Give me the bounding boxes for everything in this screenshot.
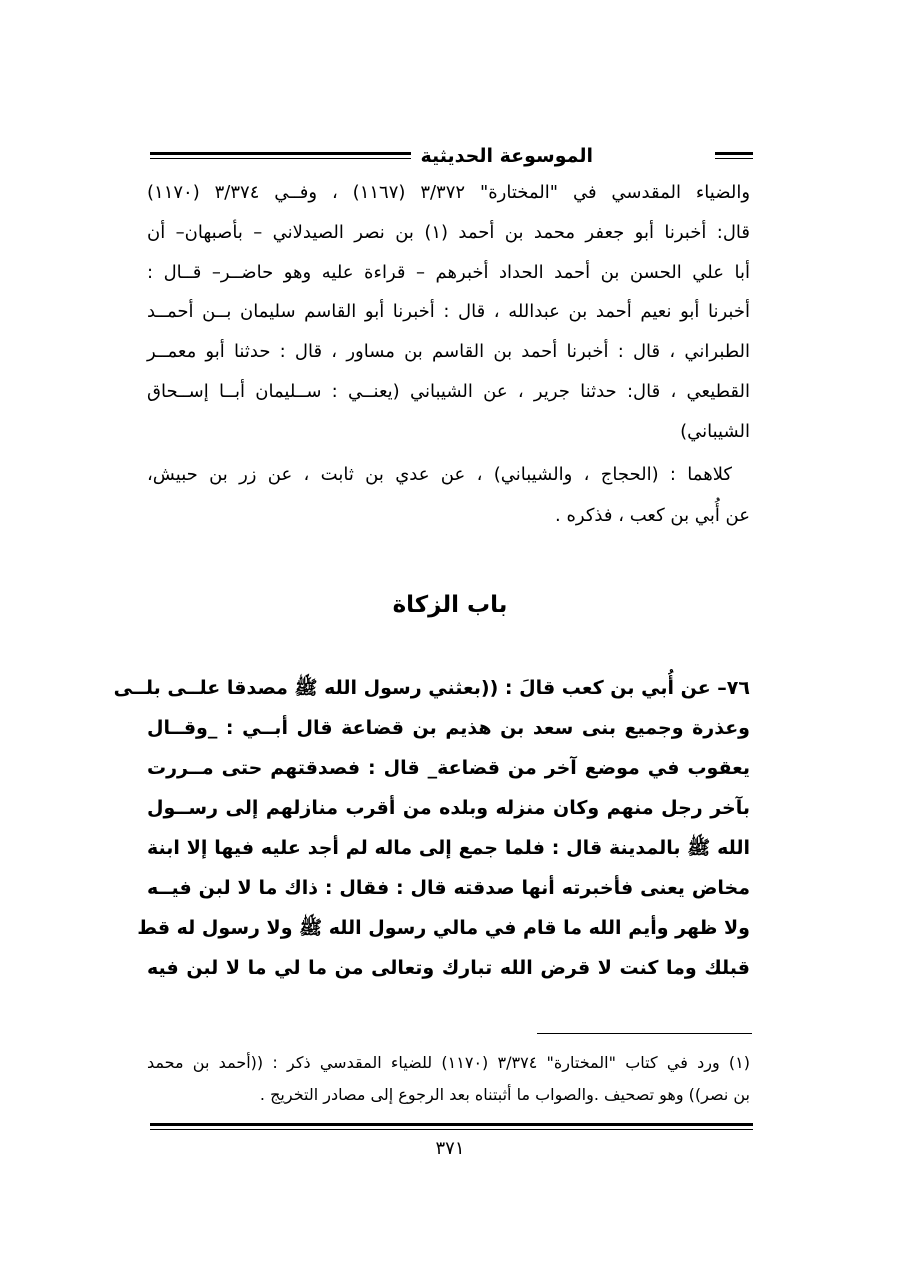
- text-line: أبا علي الحسن بن أحمد الحداد أخبرهم – قراءة عليه وهو حاضــر– قــال :: [147, 262, 750, 283]
- footnote-line: بن نصر)) وهو تصحيف .والصواب ما أثبتناه بعد الرجوع إلى مصادر التخريج .: [259, 1085, 750, 1104]
- text-line: والضياء المقدسي في "المختارة" ٣/٣٧٢ (١١٦٧) ، وفــي ٣/٣٧٤ (١١٧٠): [147, 182, 751, 203]
- text-line: الطبراني ، قال : أخبرنا أحمد بن القاسم بن مساور ، قال : حدثنا أبو معمــر: [147, 341, 750, 362]
- running-header: [150, 143, 753, 173]
- header-rule-right: [715, 152, 753, 159]
- footnote-rule: [537, 1033, 752, 1034]
- header-title: الموسوعة الحديثية: [411, 143, 604, 169]
- text-line: ٧٦– عن أُبي بن كعب قالَ : ((بعثني رسول الله ﷺ مصدقا علــى بلــى: [113, 677, 750, 699]
- text-line: ولا ظهر وأيم الله ما قام في مالي رسول الله ﷺ ولا رسول له قط: [137, 917, 750, 939]
- text-line: الله ﷺ بالمدينة قال : فلما جمع إلى ماله لم أجد عليه فيها إلا ابنة: [147, 837, 750, 859]
- footnote-line: (١) ورد في كتاب "المختارة" ٣/٣٧٤ (١١٧٠) للضياء المقدسي ذكر : ((أحمد بن محمد: [147, 1053, 751, 1072]
- text-line: قال: أخبرنا أبو جعفر محمد بن أحمد (١) بن نصر الصيدلاني – بأصبهان– أن: [147, 222, 750, 243]
- text-line: قبلك وما كنت لا قرض الله تبارك وتعالى من ما لي ما لا لبن فيه: [147, 957, 750, 979]
- text-line: كلاهما : (الحجاج ، والشيباني) ، عن عدي بن ثابت ، عن زر بن حبيش،: [147, 464, 732, 485]
- text-line: وعذرة وجميع بنى سعد بن هذيم بن قضاعة قال أبــي : _وقــال: [147, 717, 750, 739]
- text-line: القطيعي ، قال: حدثنا جرير ، عن الشيباني (يعنــي : ســليمان أبــا إســحاق: [147, 381, 750, 402]
- text-line: الشيباني): [680, 421, 750, 442]
- bottom-rule: [150, 1123, 753, 1130]
- text-line: يعقوب في موضع آخر من قضاعة_ قال : فصدقتهم حتى مــررت: [147, 757, 750, 779]
- page-number: ٣٧١: [435, 1138, 465, 1159]
- text-line: أخبرنا أبو نعيم أحمد بن عبدالله ، قال : أخبرنا أبو القاسم سليمان بــن أحمــد: [147, 301, 750, 322]
- text-line: عن أُبي بن كعب ، فذكره .: [555, 505, 750, 526]
- section-title: باب الزكاة: [392, 592, 508, 618]
- text-line: بآخر رجل منهم وكان منزله وبلده من أقرب منازلهم إلى رســول: [147, 797, 750, 819]
- text-line: مخاض يعنى فأخبرته أنها صدقته قال : فقال : ذاك ما لا لبن فيــه: [147, 877, 750, 899]
